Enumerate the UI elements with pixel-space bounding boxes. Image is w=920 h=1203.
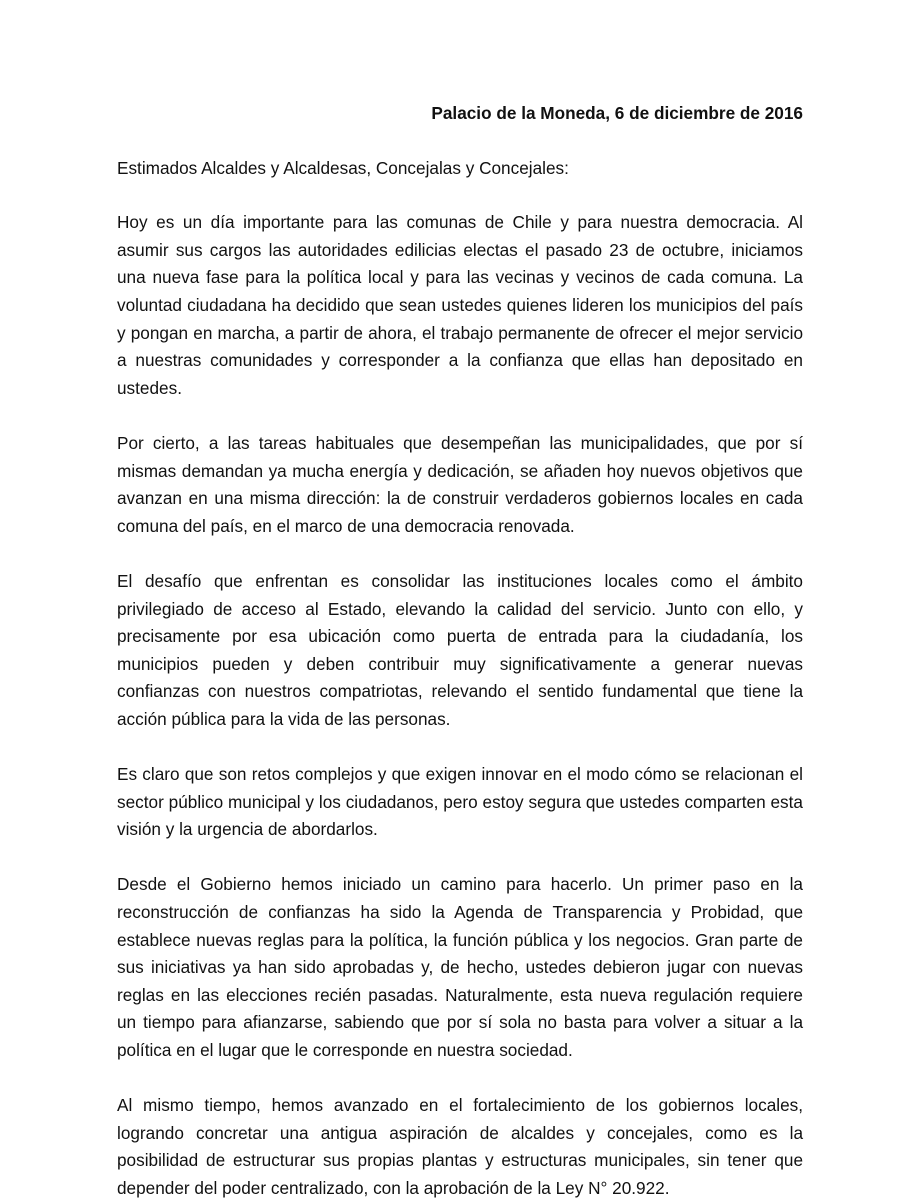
paragraph-6: Al mismo tiempo, hemos avanzado en el fortalecimiento de los gobiernos locales, logrando concretar una antigua aspiración de alcaldes y concejales, como es la posibilidad de estructurar sus propias plantas y estructuras municipales, sin tener que depender del poder centralizado, con la aprobación de la Ley N° 20.922. xyxy=(117,1095,803,1198)
paragraph-5: Desde el Gobierno hemos iniciado un camino para hacerlo. Un primer paso en la reconstrucción de confianzas ha sido la Agenda de Transparencia y Probidad, que establece nuevas reglas para la política, la función pública y los negocios. Gran parte de sus iniciativas ya han sido aprobadas y, de hecho, ustedes debieron jugar con nuevas reglas en las elecciones recién pasadas. Naturalmente, esta nueva regulación requiere un tiempo para afianzarse, sabiendo que por sí sola no basta para volver a situar a la política en el lugar que le corresponde en nuestra sociedad. xyxy=(117,874,803,1060)
letter-body xyxy=(117,100,803,1203)
paragraph-4: Es claro que son retos complejos y que exigen innovar en el modo cómo se relacionan el sector público municipal y los ciudadanos, pero estoy segura que ustedes comparten esta visión y la urgencia de abordarlos. xyxy=(117,764,803,840)
paragraph-2: Por cierto, a las tareas habituales que desempeñan las municipalidades, que por sí mismas demandan ya mucha energía y dedicación, se añaden hoy nuevos objetivos que avanzan en una misma dirección: la de construir verdaderos gobiernos locales en cada comuna del país, en el marco de una democracia renovada. xyxy=(117,432,803,536)
paragraph-1: Hoy es un día importante para las comunas de Chile y para nuestra democracia. Al asumir sus cargos las autoridades edilicias electas el pasado 23 de octubre, iniciamos una nueva fase para la política local y para las vecinas y vecinos de cada comuna. La voluntad ciudadana ha decidido que sean ustedes quienes lideren los municipios del país y pongan en marcha, a partir de ahora, el trabajo permanente de ofrecer el mejor servicio a nuestras comunidades y corresponder a la confianza que ellas han depositado en ustedes. xyxy=(117,212,803,398)
paragraph-3: El desafío que enfrentan es consolidar las instituciones locales como el ámbito privilegiado de acceso al Estado, elevando la calidad del servicio. Junto con ello, y precisamente por esa ubicación como puerta de entrada para la ciudadanía, los municipios pueden y deben contribuir muy significativamente a generar nuevas confianzas con nuestros compatriotas, relevando el sentido fundamental que tiene la acción pública para la vida de las personas. xyxy=(117,570,803,729)
letter-salutation: Estimados Alcaldes y Alcaldesas, Concejalas y Concejales: xyxy=(117,157,569,178)
letter-dateline: Palacio de la Moneda, 6 de diciembre de 2016 xyxy=(431,103,803,123)
